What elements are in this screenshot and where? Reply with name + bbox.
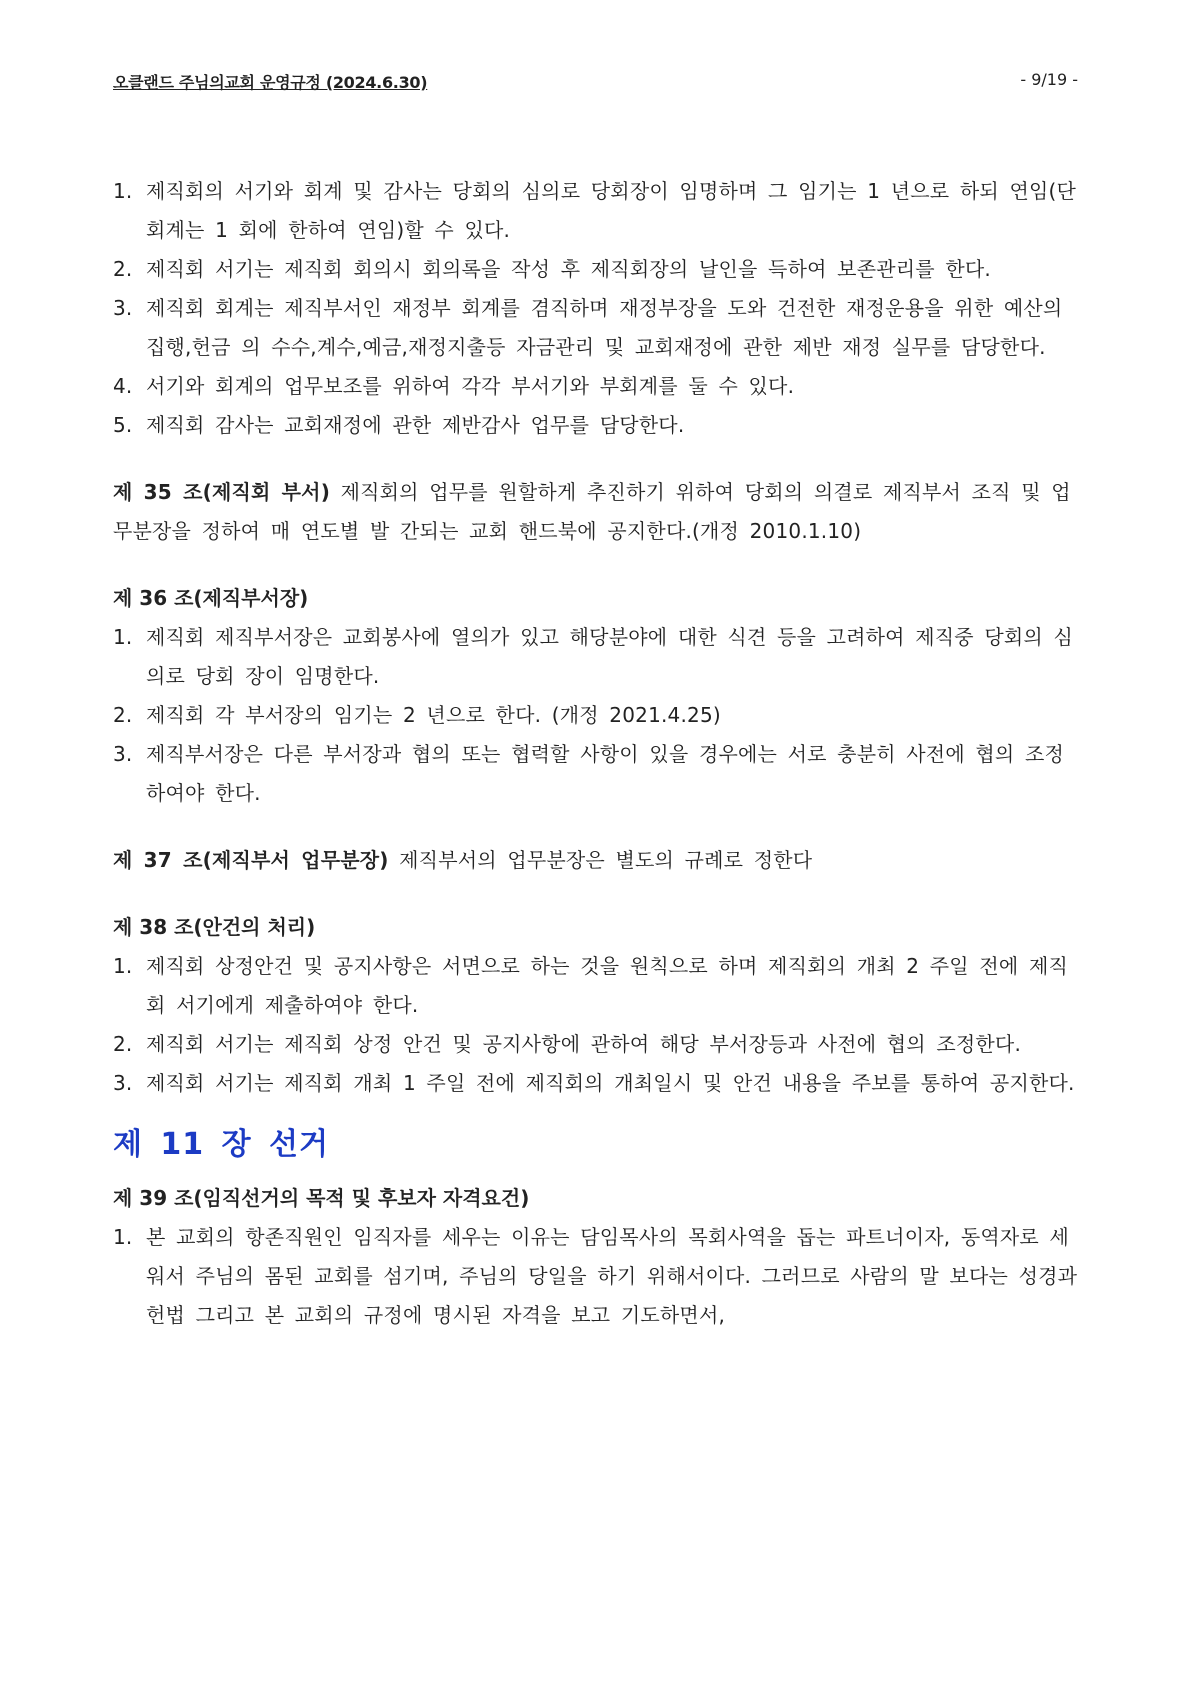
item-number: 1. [113,954,133,978]
item-text: 제직회 제직부서장은 교회봉사에 열의가 있고 해당분야에 대한 식견 등을 고려하여 제직중 당회의 심의로 당회 장이 임명한다. [146,625,1074,688]
item-text: 본 교회의 항존직원인 임직자를 세우는 이유는 담임목사의 목회사역을 돕는 파트너이자, 동역자로 세워서 주님의 몸된 교회를 섬기며, 주님의 당일을 하기 위해서이다. 그러므로 사람의 말 보다는 성경과 헌법 그리고 본 교회의 규정에 명시된 자격을 보고 기도하면서, [146,1225,1078,1327]
list-item [113,250,1081,289]
list-item [113,735,1081,813]
list-item [113,406,1081,445]
page-header [113,70,1078,96]
item-number: 2. [113,257,133,281]
list-item [113,696,1081,735]
list-item [113,618,1081,696]
article-37 [113,841,1081,880]
article-text: 제직부서의 업무분장은 별도의 규례로 정한다 [388,848,813,872]
item-number: 4. [113,374,133,398]
list-item [113,1218,1081,1335]
item-text: 제직회 감사는 교회재정에 관한 제반감사 업무를 담당한다. [146,413,685,437]
document-body [113,172,1081,1335]
list-item [113,172,1081,250]
item-number: 2. [113,1032,133,1056]
item-number: 2. [113,703,133,727]
item-text: 제직회의 서기와 회계 및 감사는 당회의 심의로 당회장이 임명하며 그 임기는 1 년으로 하되 연임(단 회계는 1 회에 한하여 연임)할 수 있다. [146,179,1077,242]
item-text: 제직회 각 부서장의 임기는 2 년으로 한다. (개정 2021.4.25) [146,703,721,727]
article-text: 제직회의 업무를 원할하게 추진하기 위하여 당회의 의결로 제직부서 조직 및 업무분장을 정하여 매 연도별 발 간되는 교회 핸드북에 공지한다.(개정 2010.1.10) [113,480,1071,543]
item-text: 제직회 회계는 제직부서인 재정부 회계를 겸직하며 재정부장을 도와 건전한 재정운용을 위한 예산의 집행,헌금 의 수수,계수,예금,재정지출등 자금관리 및 교회재정에 관한 제반 재정 실무를 담당한다. [146,296,1063,359]
item-text: 제직회 상정안건 및 공지사항은 서면으로 하는 것을 원칙으로 하며 제직회의 개최 2 주일 전에 제직회 서기에게 제출하여야 한다. [146,954,1069,1017]
list-item [113,289,1081,367]
item-text: 제직부서장은 다른 부서장과 협의 또는 협력할 사항이 있을 경우에는 서로 충분히 사전에 협의 조정하여야 한다. [146,742,1065,805]
item-number: 3. [113,296,133,320]
article-title: 제 37 조(제직부서 업무분장) [113,848,389,872]
item-text: 제직회 서기는 제직회 회의시 회의록을 작성 후 제직회장의 날인을 득하여 보존관리를 한다. [146,257,991,281]
item-number: 1. [113,1225,133,1249]
article-36-title: 제 36 조(제직부서장) [113,586,309,610]
article-35 [113,473,1081,551]
item-number: 1. [113,625,133,649]
item-number: 3. [113,1071,133,1095]
list-item [113,1064,1081,1103]
item-text: 서기와 회계의 업무보조를 위하여 각각 부서기와 부회계를 둘 수 있다. [146,374,795,398]
item-number: 3. [113,742,133,766]
chapter-heading: 제 11 장 선거 [113,1127,330,1162]
list-item [113,1025,1081,1064]
item-text: 제직회 서기는 제직회 개최 1 주일 전에 제직회의 개최일시 및 안건 내용을 주보를 통하여 공지한다. [146,1071,1075,1095]
list-item [113,367,1081,406]
article-39-title: 제 39 조(임직선거의 목적 및 후보자 자격요건) [113,1186,530,1210]
page-number: - 9/19 - [1020,70,1078,89]
item-text: 제직회 서기는 제직회 상정 안건 및 공지사항에 관하여 해당 부서장등과 사전에 협의 조정한다. [146,1032,1022,1056]
article-38-title: 제 38 조(안건의 처리) [113,915,316,939]
list-item [113,947,1081,1025]
intro-list [113,172,1081,445]
item-number: 5. [113,413,133,437]
article-title: 제 35 조(제직회 부서) [113,480,331,504]
item-number: 1. [113,179,133,203]
document-title: 오클랜드 주님의교회 운영규정 (2024.6.30) [113,73,428,92]
